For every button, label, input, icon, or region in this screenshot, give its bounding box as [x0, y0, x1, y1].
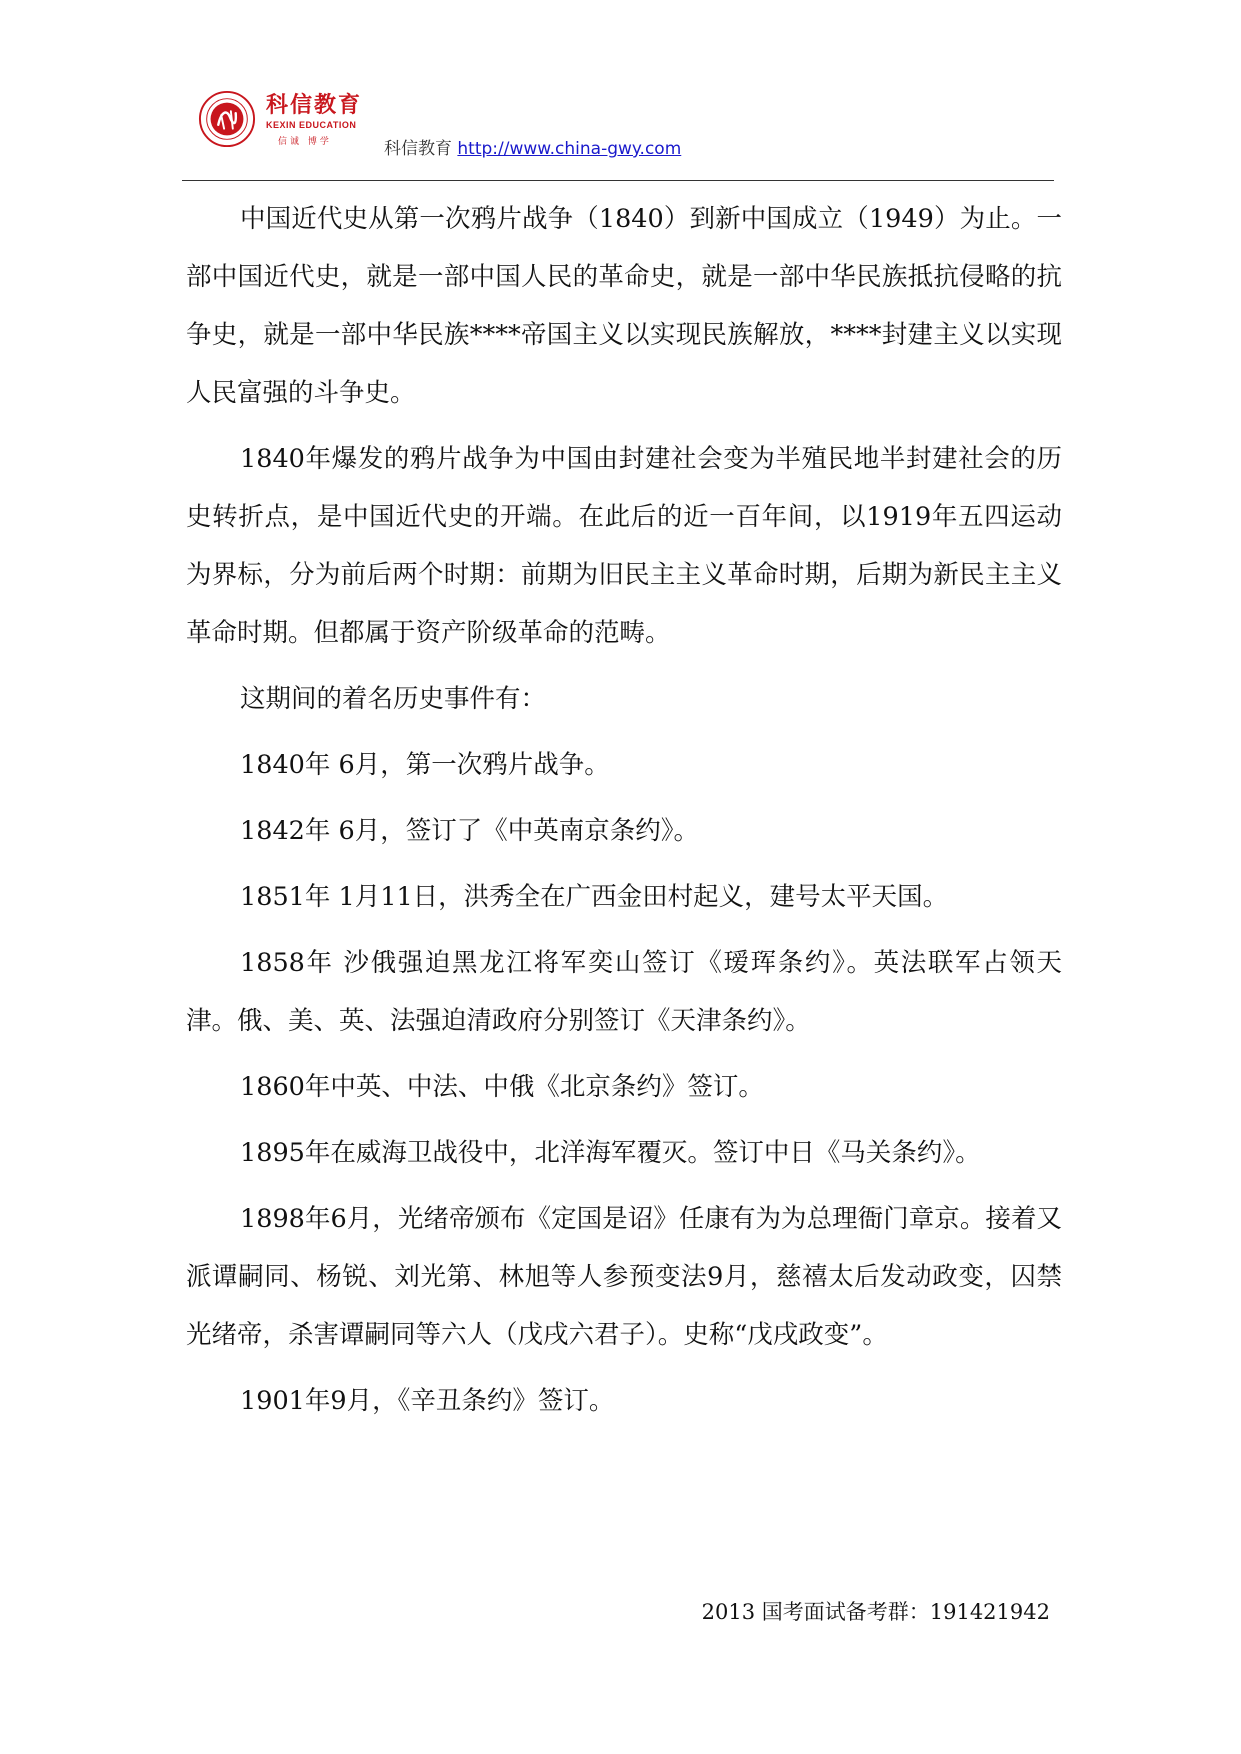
event-item: 1840年 6月，第一次鸦片战争。: [240, 750, 610, 780]
paragraph-intro: 中国近代史从第一次鸦片战争（1840）到新中国成立（1949）为止。一部中国近代史，就是一部中国人民的革命史，就是一部中华民族抵抗侵略的抗争史，就是一部中华民族****帝国主义以实现民族解放，****封建主义以实现人民富强的斗争史。: [186, 204, 1062, 408]
header-divider: [182, 180, 1054, 181]
event-item: 1851年 1月11日，洪秀全在广西金田村起义，建号太平天国。: [240, 882, 949, 912]
logo-motto: 信诚 博学: [278, 137, 332, 147]
event-item: 1858年 沙俄强迫黑龙江将军奕山签订《瑷珲条约》。英法联军占领天津。俄、美、英、法强迫清政府分别签订《天津条约》。: [186, 948, 1062, 1036]
event-item: 1860年中英、中法、中俄《北京条约》签订。: [240, 1072, 764, 1102]
site-line: [384, 134, 681, 159]
page-header: [182, 78, 1062, 178]
site-name: 科信教育: [384, 139, 452, 159]
event-item: 1842年 6月，签订了《中英南京条约》。: [240, 816, 699, 846]
logo-title: 科信教育: [266, 93, 363, 118]
paragraph-events-heading: 这期间的着名历史事件有：: [240, 684, 547, 714]
paragraph-turning-point: 1840年爆发的鸦片战争为中国由封建社会变为半殖民地半封建社会的历史转折点，是中国近代史的开端。在此后的近一百年间，以1919年五四运动为界标，分为前后两个时期：前期为旧民主主义革命时期，后期为新民主主义革命时期。但都属于资产阶级革命的范畴。: [186, 444, 1062, 648]
event-item: 1895年在威海卫战役中，北洋海军覆灭。签订中日《马关条约》。: [240, 1138, 981, 1168]
logo-subtitle: KEXIN EDUCATION: [266, 120, 357, 130]
event-item: 1901年9月，《辛丑条约》签订。: [240, 1386, 615, 1416]
event-item: 1898年6月，光绪帝颁布《定国是诏》任康有为为总理衙门章京。接着又派谭嗣同、杨锐、刘光第、林旭等人参预变法9月，慈禧太后发动政变，囚禁光绪帝，杀害谭嗣同等六人（戊戌六君子）。史称“戊戌政变”。: [186, 1204, 1062, 1350]
page-footer: 2013 国考面试备考群：191421942: [701, 1600, 1050, 1624]
kexin-seal-logo-icon: [198, 90, 256, 148]
site-link[interactable]: http://www.china-gwy.com: [457, 139, 682, 159]
document-body: [186, 190, 1062, 1438]
